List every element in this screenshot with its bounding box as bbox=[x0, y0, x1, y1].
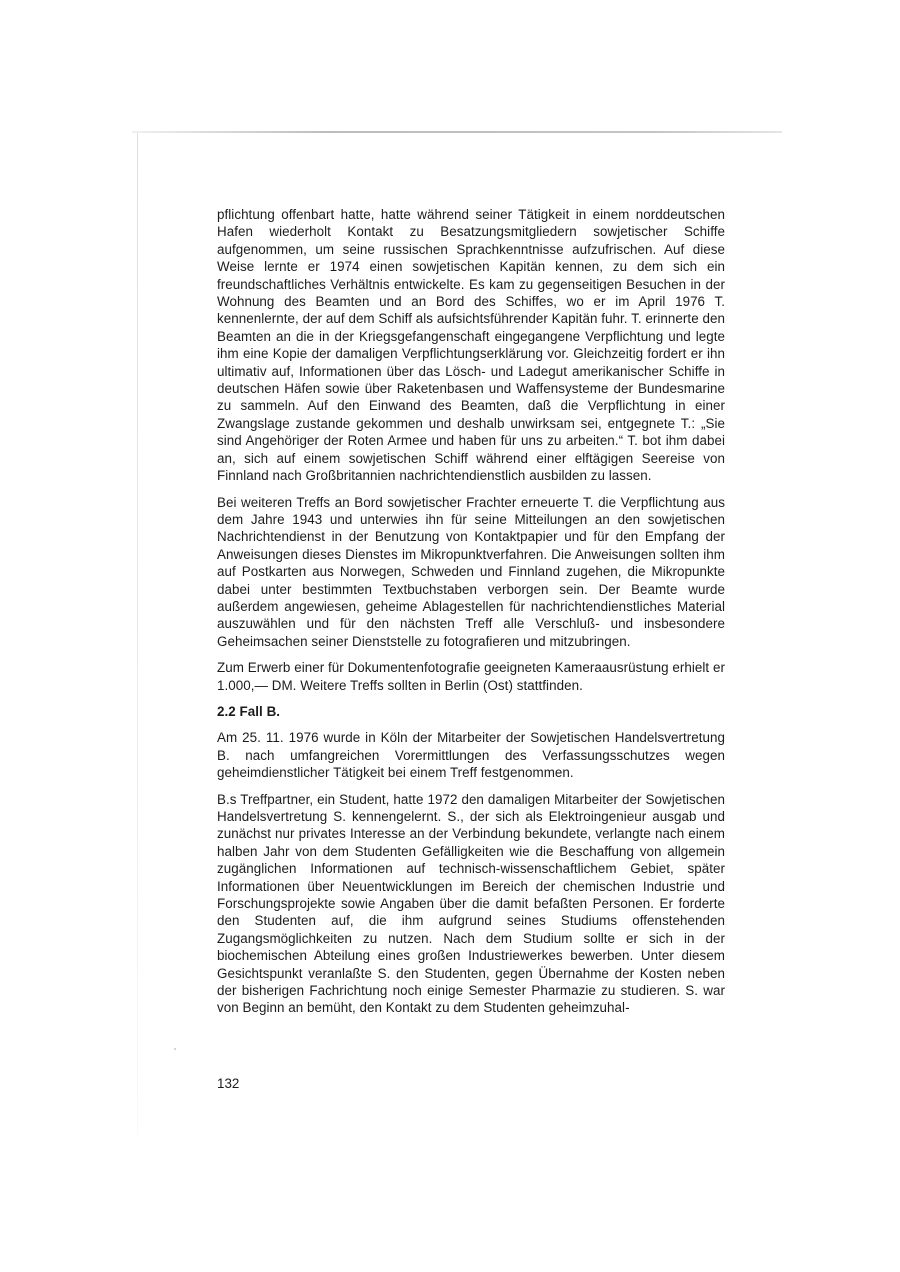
scan-page-edge-top bbox=[132, 131, 782, 133]
scan-speck bbox=[174, 1048, 176, 1050]
page-number: 132 bbox=[217, 1076, 240, 1091]
paragraph-festnahme: Am 25. 11. 1976 wurde in Köln der Mitarbeiter der Sowjetischen Handelsvertretung B. nach umfangreichen Vorermittlungen des Verfassungsschutzes wegen geheimdienstlicher Tätigkeit bei einem Treff festgenommen. bbox=[217, 730, 725, 781]
section-heading-fall-b: 2.2 Fall B. bbox=[217, 703, 281, 719]
scan-page-edge-left bbox=[137, 133, 138, 1135]
paragraph-weitere-treffs: Bei weiteren Treffs an Bord sowjetischer Frachter erneuerte T. die Verpflichtung aus dem Jahre 1943 und unterwies ihn für seine Mitteilungen an den sowjetischen Nachrichtendienst in der Benutzung von Kontaktpapier und für den Empfang der Anweisungen dieses Dienstes im Mikropunktverfahren. Die Anweisungen sollten ihm auf Postkarten aus Norwegen, Schweden und Finnland zugehen, die Mikropunkte dabei unter bestimmten Textbuchstaben verborgen sein. Der Beamte wurde außerdem angewiesen, geheime Ablagestellen für nachrichtendienstliches Material auszuwählen und für den nächsten Treff alle Verschluß- und insbesondere Geheimsachen seiner Dienststelle zu fotografieren und mitzubringen. bbox=[217, 494, 725, 649]
paragraph-treffpartner: B.s Treffpartner, ein Student, hatte 1972 den damaligen Mitarbeiter der Sowjetischen Handelsvertretung S. kennengelernt. S., der sich als Elektroingenieur ausgab und zunächst nur privates Interesse an der Verbindung bekundete, verlangte nach einem halben Jahr von dem Studenten Gefälligkeiten wie die Beschaffung von allgemein zugänglichen Informationen auf technisch-wissenschaftlichem Gebiet, später Informationen über Neuentwicklungen im Bereich der chemischen Industrie und Forschungsprojekte sowie Angaben über die damit befaßten Personen. Er forderte den Studenten auf, die ihm aufgrund seines Studiums offenstehenden Zugangsmöglichkeiten zu nutzen. Nach dem Studium sollte er sich in der biochemischen Abteilung eines großen Industriewerkes bewerben. Unter diesem Gesichtspunkt veranlaßte S. den Studenten, gegen Übernahme der Kosten neben der bisherigen Fachrichtung noch einige Semester Pharmazie zu studieren. S. war von Beginn an bemüht, den Kontakt zu dem Studenten geheimzuhal- bbox=[217, 791, 725, 1016]
paragraph-kameraausruestung: Zum Erwerb einer für Dokumentenfotografie geeigneten Kameraausrüstung erhielt er 1.000,— DM. Weitere Treffs sollten in Berlin (Ost) stattfinden. bbox=[217, 660, 725, 693]
paragraph-continuation: pflichtung offenbart hatte, hatte während seiner Tätigkeit in einem norddeutschen Hafen wiederholt Kontakt zu Besatzungsmitgliedern sowjetischer Schiffe aufgenommen, um seine russischen Sprachkenntnisse aufzufrischen. Auf diese Weise lernte er 1974 einen sowjetischen Kapitän kennen, zu dem sich ein freundschaftliches Verhältnis entwickelte. Es kam zu gegenseitigen Besuchen in der Wohnung des Beamten und an Bord des Schiffes, wo er im April 1976 T. kennenlernte, der auf dem Schiff als aufsichtsführender Kapitän fuhr. T. erinnerte den Beamten an die in der Kriegsgefangenschaft eingegangene Verpflichtung und legte ihm eine Kopie der damaligen Verpflichtungserklärung vor. Gleichzeitig fordert er ihn ultimativ auf, Informationen über das Lösch- und Ladegut amerikanischer Schiffe in deutschen Häfen sowie über Raketenbasen und Waffensysteme der Bundesmarine zu sammeln. Auf den Einwand des Beamten, daß die Verpflichtung in einer Zwangslage zustande gekommen und deshalb unwirksam sei, entgegnete T.: „Sie sind Angehöriger der Roten Armee und haben für uns zu arbeiten.“ T. bot ihm dabei an, sich auf einem sowjetischen Schiff während einer elftägigen Seereise von Finnland nach Großbritannien nachrichtendienstlich ausbilden zu lassen. bbox=[217, 207, 725, 484]
page-body-text bbox=[217, 206, 725, 1026]
